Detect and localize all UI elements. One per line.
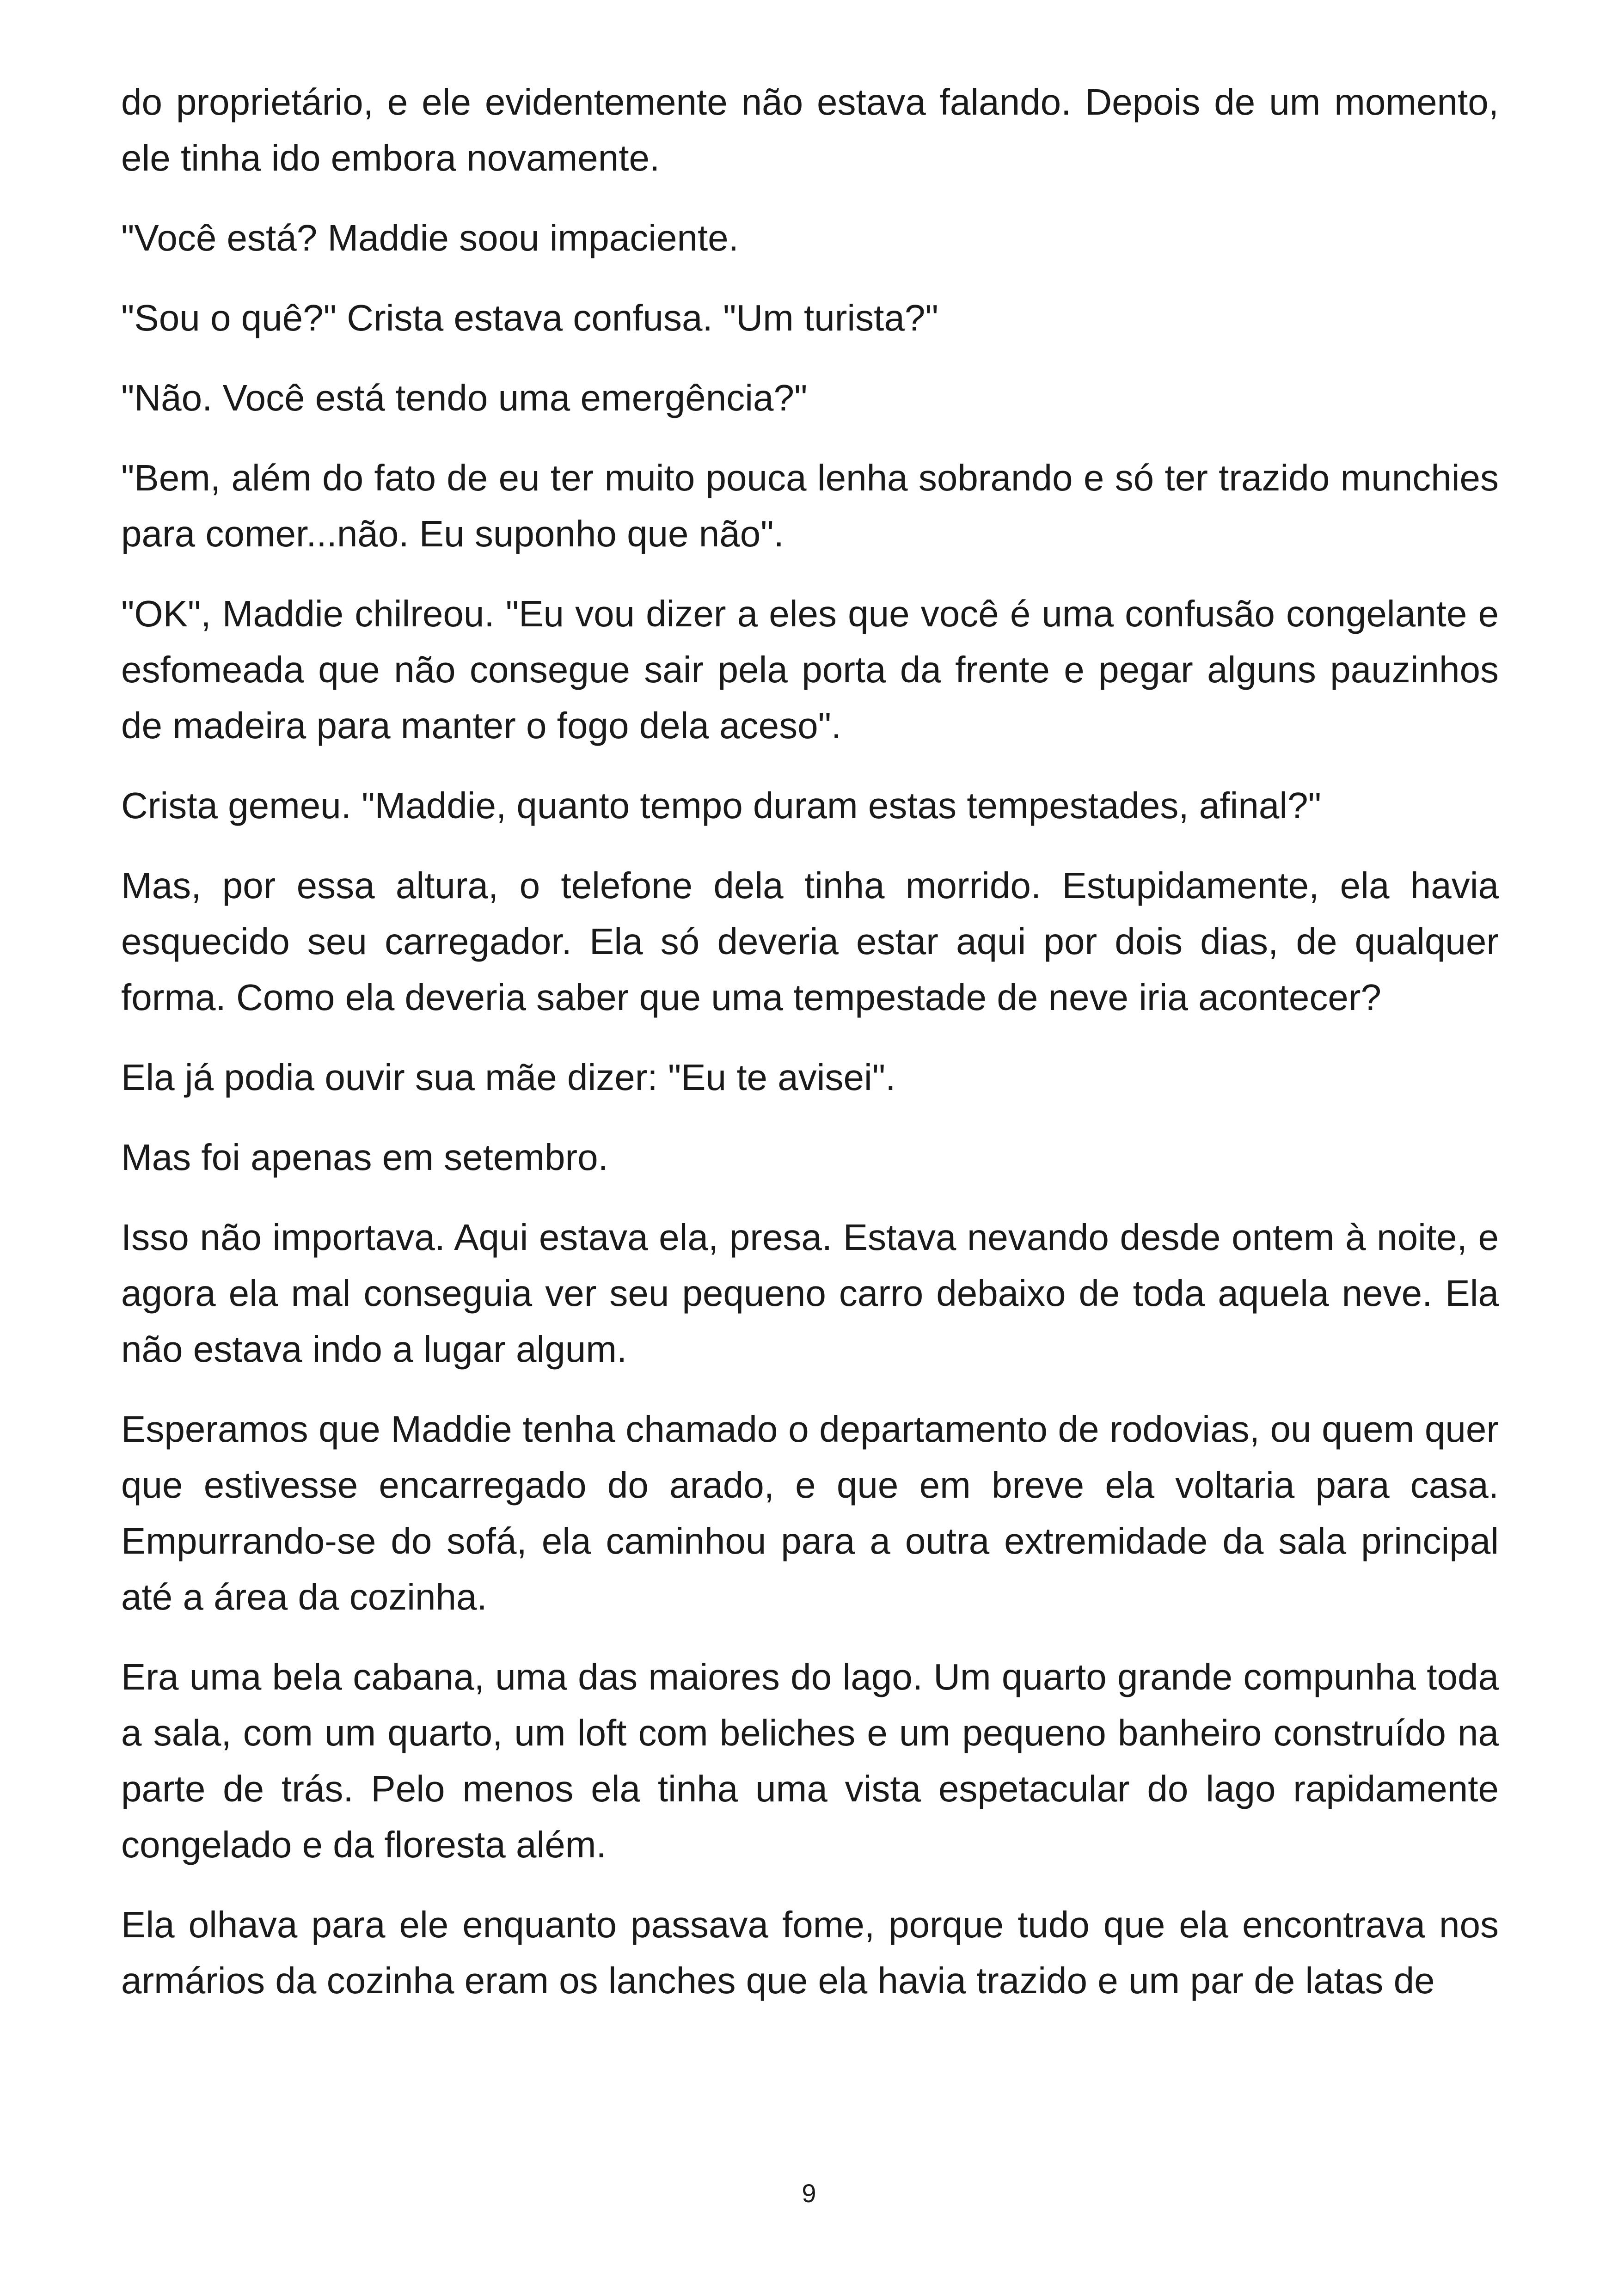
paragraph: "Bem, além do fato de eu ter muito pouca lenha sobrando e só ter trazido munchies para comer...não. Eu suponho que não". [121, 457, 1499, 554]
paragraph: Crista gemeu. "Maddie, quanto tempo duram estas tempestades, afinal?" [121, 785, 1321, 826]
paragraph: do proprietário, e ele evidentemente não estava falando. Depois de um momento, ele tinha ido embora novamente. [121, 81, 1499, 178]
paragraph: "OK", Maddie chilreou. "Eu vou dizer a eles que você é uma confusão congelante e esfomeada que não consegue sair pela porta da frente e pegar alguns pauzinhos de madeira para manter o fogo dela aceso". [121, 593, 1499, 746]
page-number: 9 [802, 2179, 816, 2208]
paragraph: Mas foi apenas em setembro. [121, 1137, 608, 1178]
paragraph: Mas, por essa altura, o telefone dela tinha morrido. Estupidamente, ela havia esquecido seu carregador. Ela só deveria estar aqui por dois dias, de qualquer forma. Como ela deveria saber que uma tempestade de neve iria acontecer? [121, 865, 1499, 1018]
paragraph: Era uma bela cabana, uma das maiores do lago. Um quarto grande compunha toda a sala, com um quarto, um loft com beliches e um pequeno banheiro construído na parte de trás. Pelo menos ela tinha uma vista espetacular do lago rapidamente congelado e da floresta além. [121, 1656, 1499, 1865]
paragraph: Ela já podia ouvir sua mãe dizer: "Eu te avisei". [121, 1057, 896, 1098]
paragraph: Isso não importava. Aqui estava ela, presa. Estava nevando desde ontem à noite, e agora ela mal conseguia ver seu pequeno carro debaixo de toda aquela neve. Ela não estava indo a lugar algum. [121, 1217, 1499, 1370]
paragraph: "Sou o quê?" Crista estava confusa. "Um turista?" [121, 297, 938, 338]
paragraph: "Não. Você está tendo uma emergência?" [121, 377, 808, 418]
paragraph: Esperamos que Maddie tenha chamado o departamento de rodovias, ou quem quer que estivesse encarregado do arado, e que em breve ela voltaria para casa. Empurrando-se do sofá, ela caminhou para a outra extremidade da sala principal até a área da cozinha. [121, 1408, 1499, 1617]
paragraph: Ela olhava para ele enquanto passava fome, porque tudo que ela encontrava nos armários da cozinha eram os lanches que ela havia trazido e um par de latas de [121, 1904, 1499, 2001]
body-text [121, 74, 1499, 2033]
paragraph: "Você está? Maddie soou impaciente. [121, 217, 739, 258]
